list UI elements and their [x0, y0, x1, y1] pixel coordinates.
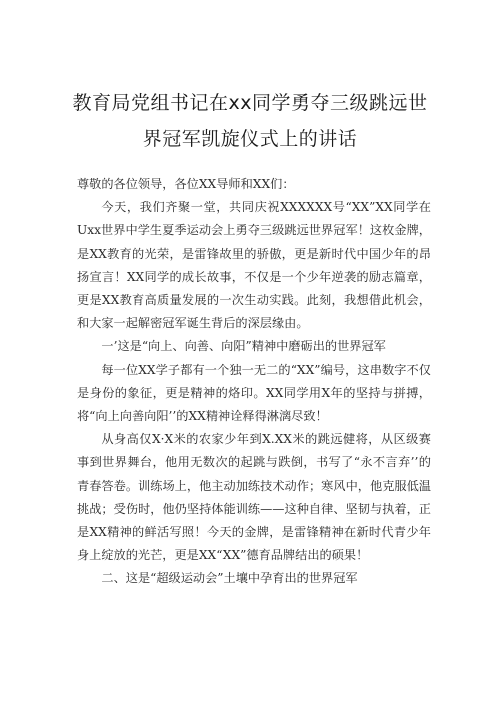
section-heading-1: 一’这是“向上、向善、向阳”精神中磨砺出的世界冠军 — [101, 339, 386, 354]
document-title-line-2: 界冠军凯旋仪式上的讲话 — [142, 128, 358, 150]
paragraph-intro: 今天，我们齐聚一堂，共同庆祝XXXXXX号“XX”XX同学在Uxx世界中学生夏季运动会上勇夺三级跳远世界冠军！这枚金牌，是XX教育的光荣，是雷锋故里的骄傲，更是新时代中国少年的昂扬宣言！XX同学的成长故事，不仅是一个少年逆袭的励志篇章，更是XX教育高质量发展的一次生动实践。此刻，我想借此机会，和大家一起解密冠军诞生背后的深层缘由。 — [77, 200, 431, 331]
paragraph-spirit: 每一位XX学子都有一个独一无二的“XX”编号，这串数字不仅是身份的象征，更是精神的烙印。XX同学用X年的坚持与拼搏，将“向上向善向阳’’的XX精神诠释得淋漓尽致！ — [77, 362, 431, 424]
greeting: 尊敬的各位领导，各位XX导师和XX们： — [77, 177, 295, 191]
paragraph-growth: 从身高仅X·X米的农家少年到X.XX米的跳远健将，从区级赛事到世界舞台，他用无数次的起跳与跌倒，书写了“永不言弃’’的青春答卷。训练场上，他主动加练技术动作；寒风中，他克服低温挑战；受伤时，他仍坚持体能训练——这种自律、坚韧与执着，正是XX精神的鲜活写照！今天的金牌，是雷锋精神在新时代青少年身上绽放的光芒，更是XX“XX”德育品牌结出的硕果！ — [77, 432, 431, 563]
document-title-line-1: 教育局党组书记在xx同学勇夺三级跳远世 — [72, 92, 428, 114]
document-body — [77, 173, 431, 591]
section-heading-2: 二、这是“超级运动会”土壤中孕育出的世界冠军 — [101, 571, 358, 586]
